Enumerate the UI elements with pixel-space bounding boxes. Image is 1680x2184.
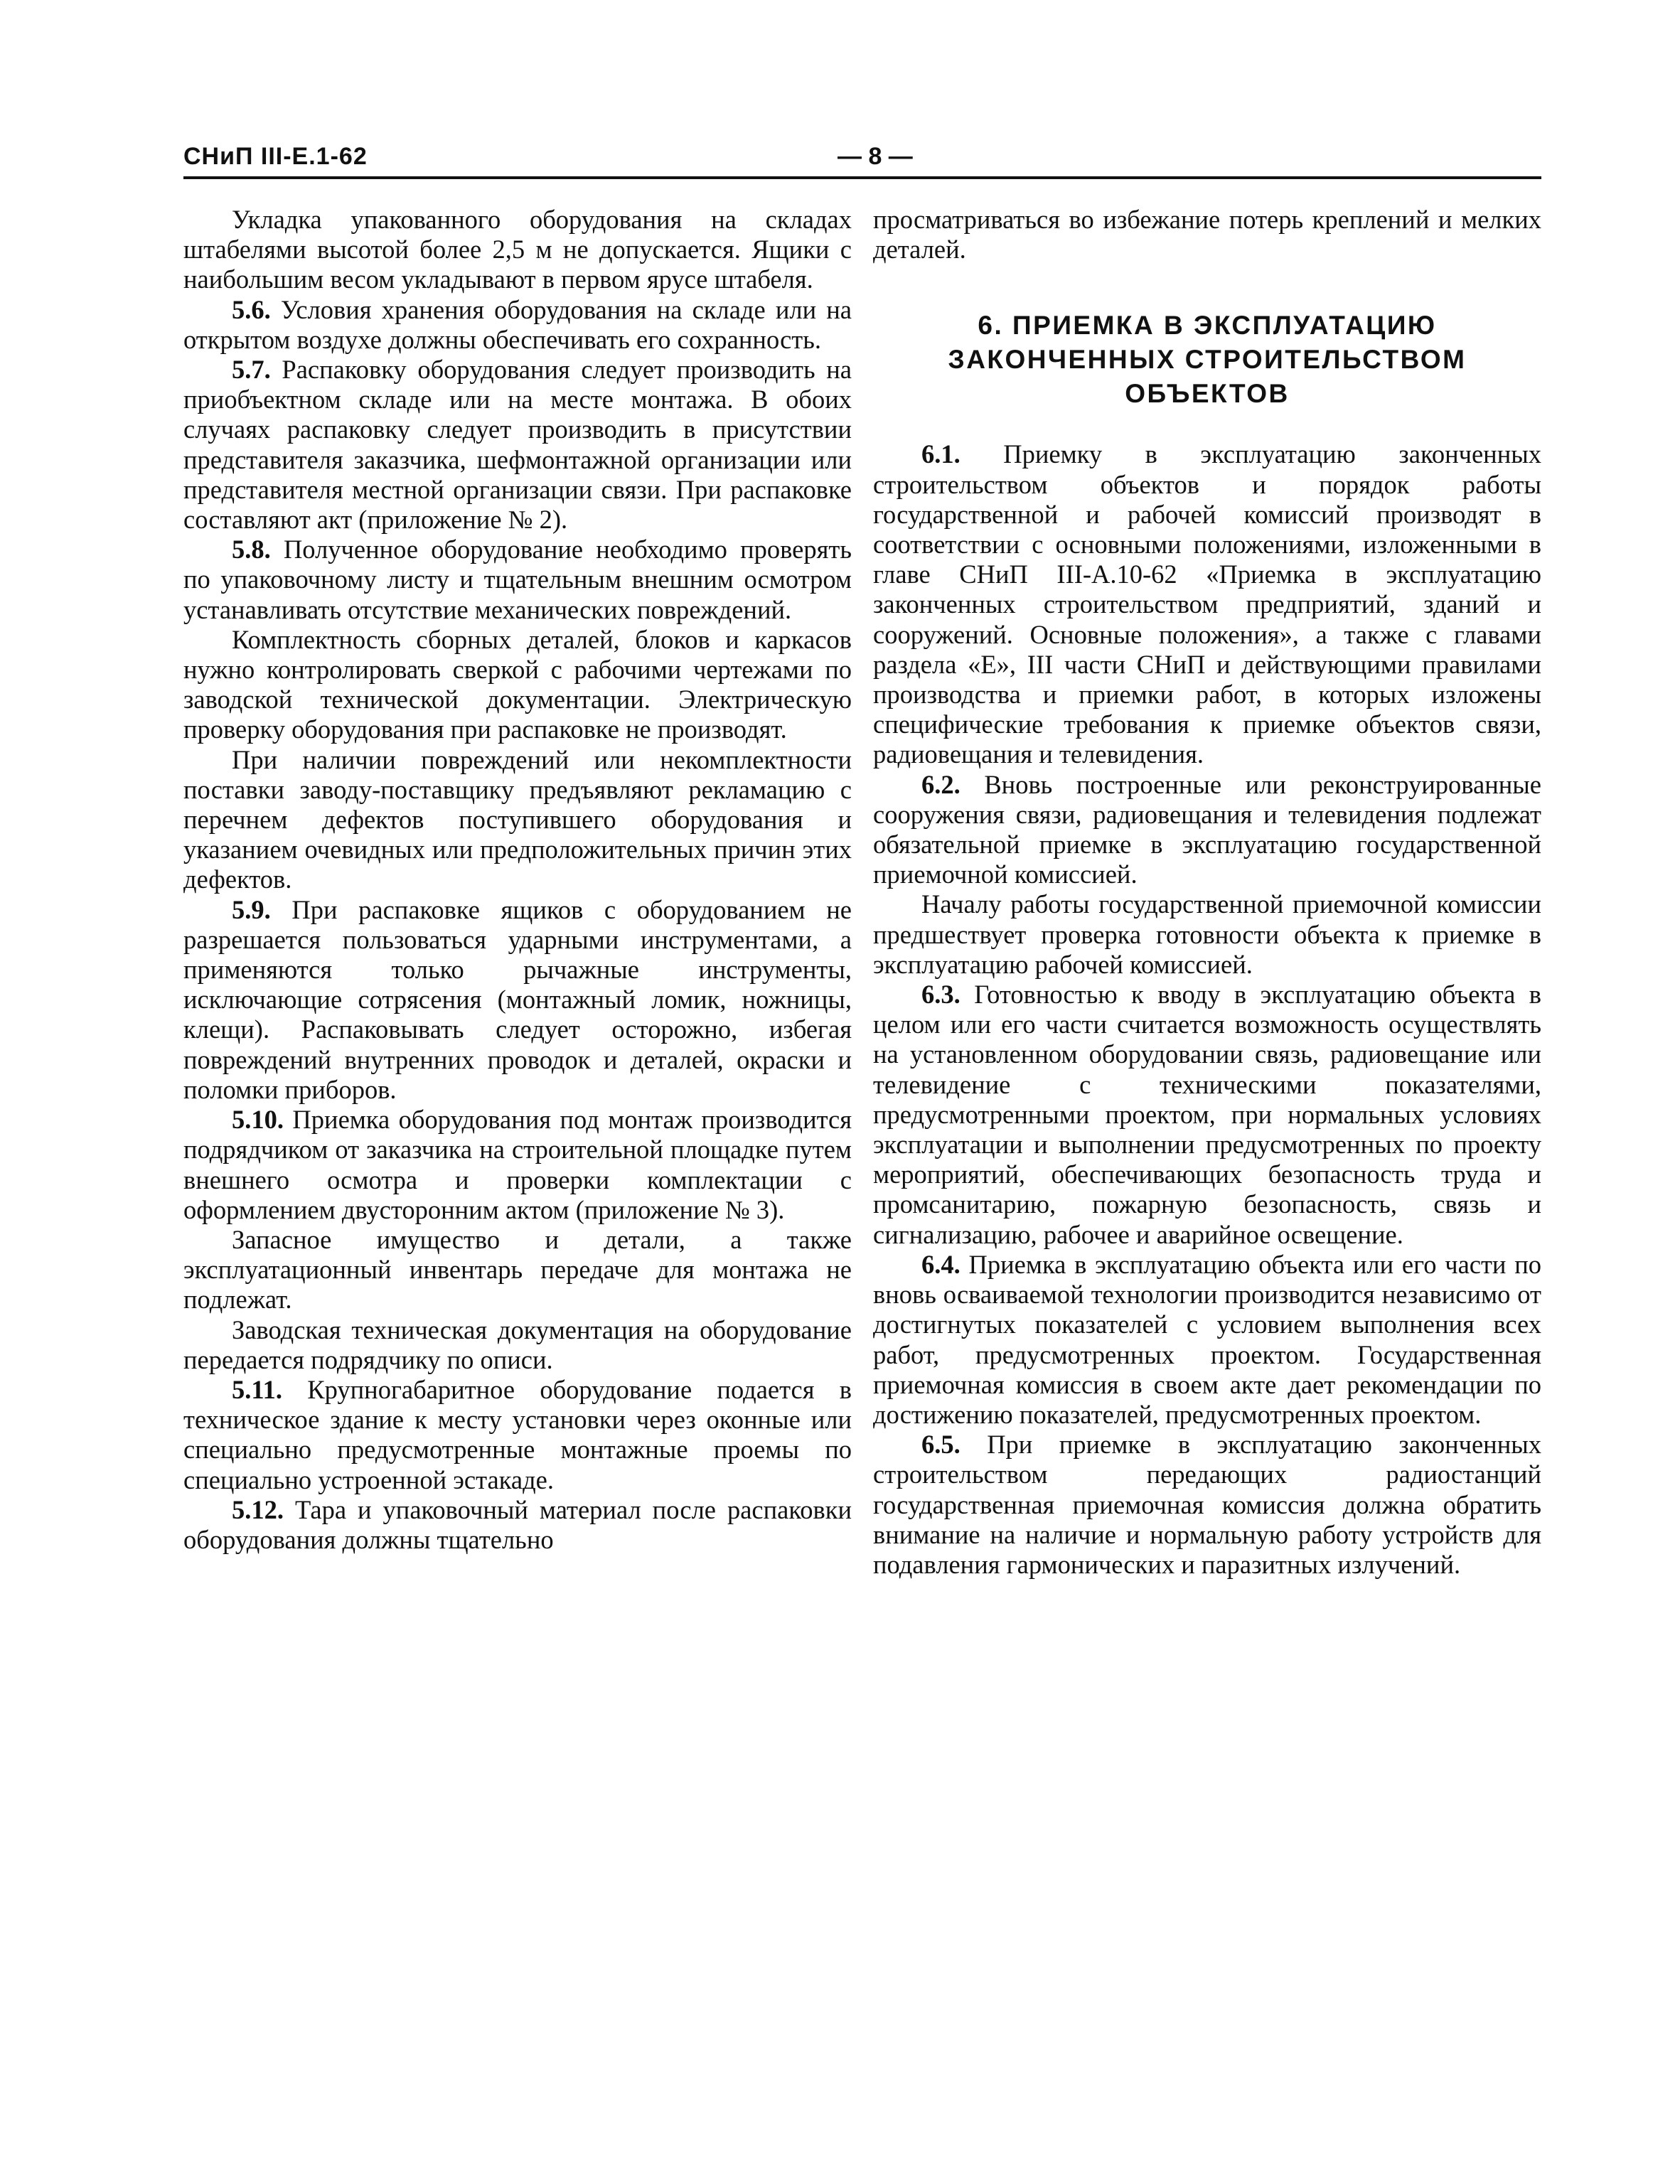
running-header — [183, 139, 1541, 179]
paragraph: Запасное имущество и детали, а также эксплуатационный инвентарь передаче для монтажа не подлежат. — [183, 1224, 852, 1315]
document-page — [183, 139, 1541, 2059]
paragraph-5-10: 5.10. Приемка оборудования под монтаж производится подрядчиком от заказчика на строительной площадке путем внешнего осмотра и проверки комплектации с оформлением двусторонним актом (приложение № 3). — [183, 1105, 852, 1224]
paragraph-5-11: 5.11. Крупногабаритное оборудование подается в техническое здание к месту установки через оконные или специально предусмотренные монтажные проемы по специально устроенной эстакаде. — [183, 1374, 852, 1494]
paragraph-6-1: 6.1. Приемку в эксплуатацию законченных строительством объектов и порядок работы государственной и рабочей комиссий производят в соответствии с основными положениями, изложенными в главе СНиП III-А.10-62 «Приемка в эксплуатацию законченных строительством предприятий, зданий и сооружений. Основные положения», а также с главами раздела «Е», III части СНиП и действующими правилами производства и приемки работ, в которых изложены специфические требования к приемке объектов связи, радиовещания и телевидения. — [873, 439, 1542, 769]
paragraph: Началу работы государственной приемочной комиссии предшествует проверка готовности объекта к приемке в эксплуатацию рабочей комиссией. — [873, 889, 1541, 979]
heading-line: 6. ПРИЕМКА В ЭКСПЛУАТАЦИЮ — [978, 311, 1437, 341]
paragraph-5-6: 5.6. Условия хранения оборудования на складе или на открытом воздухе должны обеспечивать его сохранность. — [183, 294, 852, 354]
paragraph-5-8: 5.8. Полученное оборудование необходимо проверять по упаковочному листу и тщательным внешним осмотром устанавливать отсутствие механических повреждений. — [183, 535, 852, 624]
paragraph-5-9: 5.9. При распаковке ящиков с оборудованием не разрешается пользоваться ударными инструментами, а применяются только рычажные инструменты, исключающие сотрясения (монтажный ломик, ножницы, клещи). Распаковывать следует осторожно, избегая повреждений внутренних проводок и деталей, окраски и поломки приборов. — [183, 894, 852, 1104]
paragraph-6-4: 6.4. Приемка в эксплуатацию объекта или его части по вновь осваиваемой технологии производится независимо от достигнутых показателей с условием выполнения всех работ, предусмотренных проектом. Государственная приемочная комиссия в своем акте дает рекомендации по достижению показателей, предусмотренных проектом. — [873, 1249, 1542, 1429]
paragraph-6-5: 6.5. При приемке в эксплуатацию законченных строительством передающих радиостанций государственная приемочная комиссия должна обратить внимание на наличие и нормальную работу устройств для подавления гармонических и паразитных излучений. — [873, 1430, 1542, 1579]
clause-number: 5.9. — [232, 894, 271, 924]
paragraph: Комплектность сборных деталей, блоков и каркасов нужно контролировать сверкой с рабочими чертежами по заводской технической документации. Электрическую проверку оборудования при распаковке не производят. — [183, 624, 852, 744]
heading-line: ОБЪЕКТОВ — [1125, 379, 1290, 409]
paragraph: Заводская техническая документация на оборудование передается подрядчику по описи. — [183, 1315, 852, 1374]
right-column — [873, 205, 1541, 1580]
clause-number: 5.6. — [232, 294, 271, 324]
clause-number: 6.5. — [921, 1430, 961, 1460]
paragraph: При наличии повреждений или некомплектности поставки заводу-поставщику предъявляют рекламацию с перечнем дефектов поступившего оборудования и указанием очевидных или предположительных причин этих дефектов. — [183, 744, 852, 894]
paragraph-5-12: 5.12. Тара и упаковочный материал после распаковки оборудования должны тщательно — [183, 1494, 852, 1554]
paragraph-continuation: просматриваться во избежание потерь креплений и мелких деталей. — [873, 205, 1541, 264]
paragraph-6-3: 6.3. Готовностью к вводу в эксплуатацию объекта в целом или его части считается возможность осуществлять на установленном оборудовании связь, радиовещание или телевидение с техническими показателями, предусмотренными проектом, при нормальных условиях эксплуатации и выполнении предусмотренных по проекту мероприятий, обеспечивающих безопасность труда и промсанитарию, пожарную безопасность, связь и сигнализацию, рабочее и аварийное освещение. — [873, 980, 1542, 1249]
left-column — [183, 205, 852, 1580]
clause-number: 6.4. — [921, 1249, 961, 1279]
section-heading — [873, 309, 1541, 411]
text-columns — [183, 205, 1541, 1580]
clause-number: 6.3. — [921, 980, 961, 1010]
clause-number: 5.11. — [232, 1374, 282, 1404]
clause-number: 6.2. — [921, 769, 961, 799]
document-code: СНиП III-Е.1-62 — [183, 143, 368, 170]
page-number: — 8 — — [838, 143, 913, 170]
clause-number: 6.1. — [921, 439, 961, 469]
paragraph-5-7: 5.7. Распаковку оборудования следует производить на приобъектном складе или на месте монтажа. В обоих случаях распаковку следует производить в присутствии представителя заказчика, шефмонтажной организации или представителя местной организации связи. При распаковке составляют акт (приложение № 2). — [183, 355, 852, 535]
heading-line: ЗАКОНЧЕННЫХ СТРОИТЕЛЬСТВОМ — [948, 345, 1467, 375]
clause-number: 5.12. — [232, 1494, 284, 1524]
clause-number: 5.8. — [232, 535, 271, 564]
clause-number: 5.7. — [232, 355, 271, 385]
clause-number: 5.10. — [232, 1105, 284, 1135]
paragraph-6-2: 6.2. Вновь построенные или реконструированные сооружения связи, радиовещания и телевидения подлежат обязательной приемке в эксплуатацию государственной приемочной комиссией. — [873, 769, 1541, 889]
paragraph: Укладка упакованного оборудования на складах штабелями высотой более 2,5 м не допускается. Ящики с наибольшим весом укладывают в первом ярусе штабеля. — [183, 205, 852, 294]
